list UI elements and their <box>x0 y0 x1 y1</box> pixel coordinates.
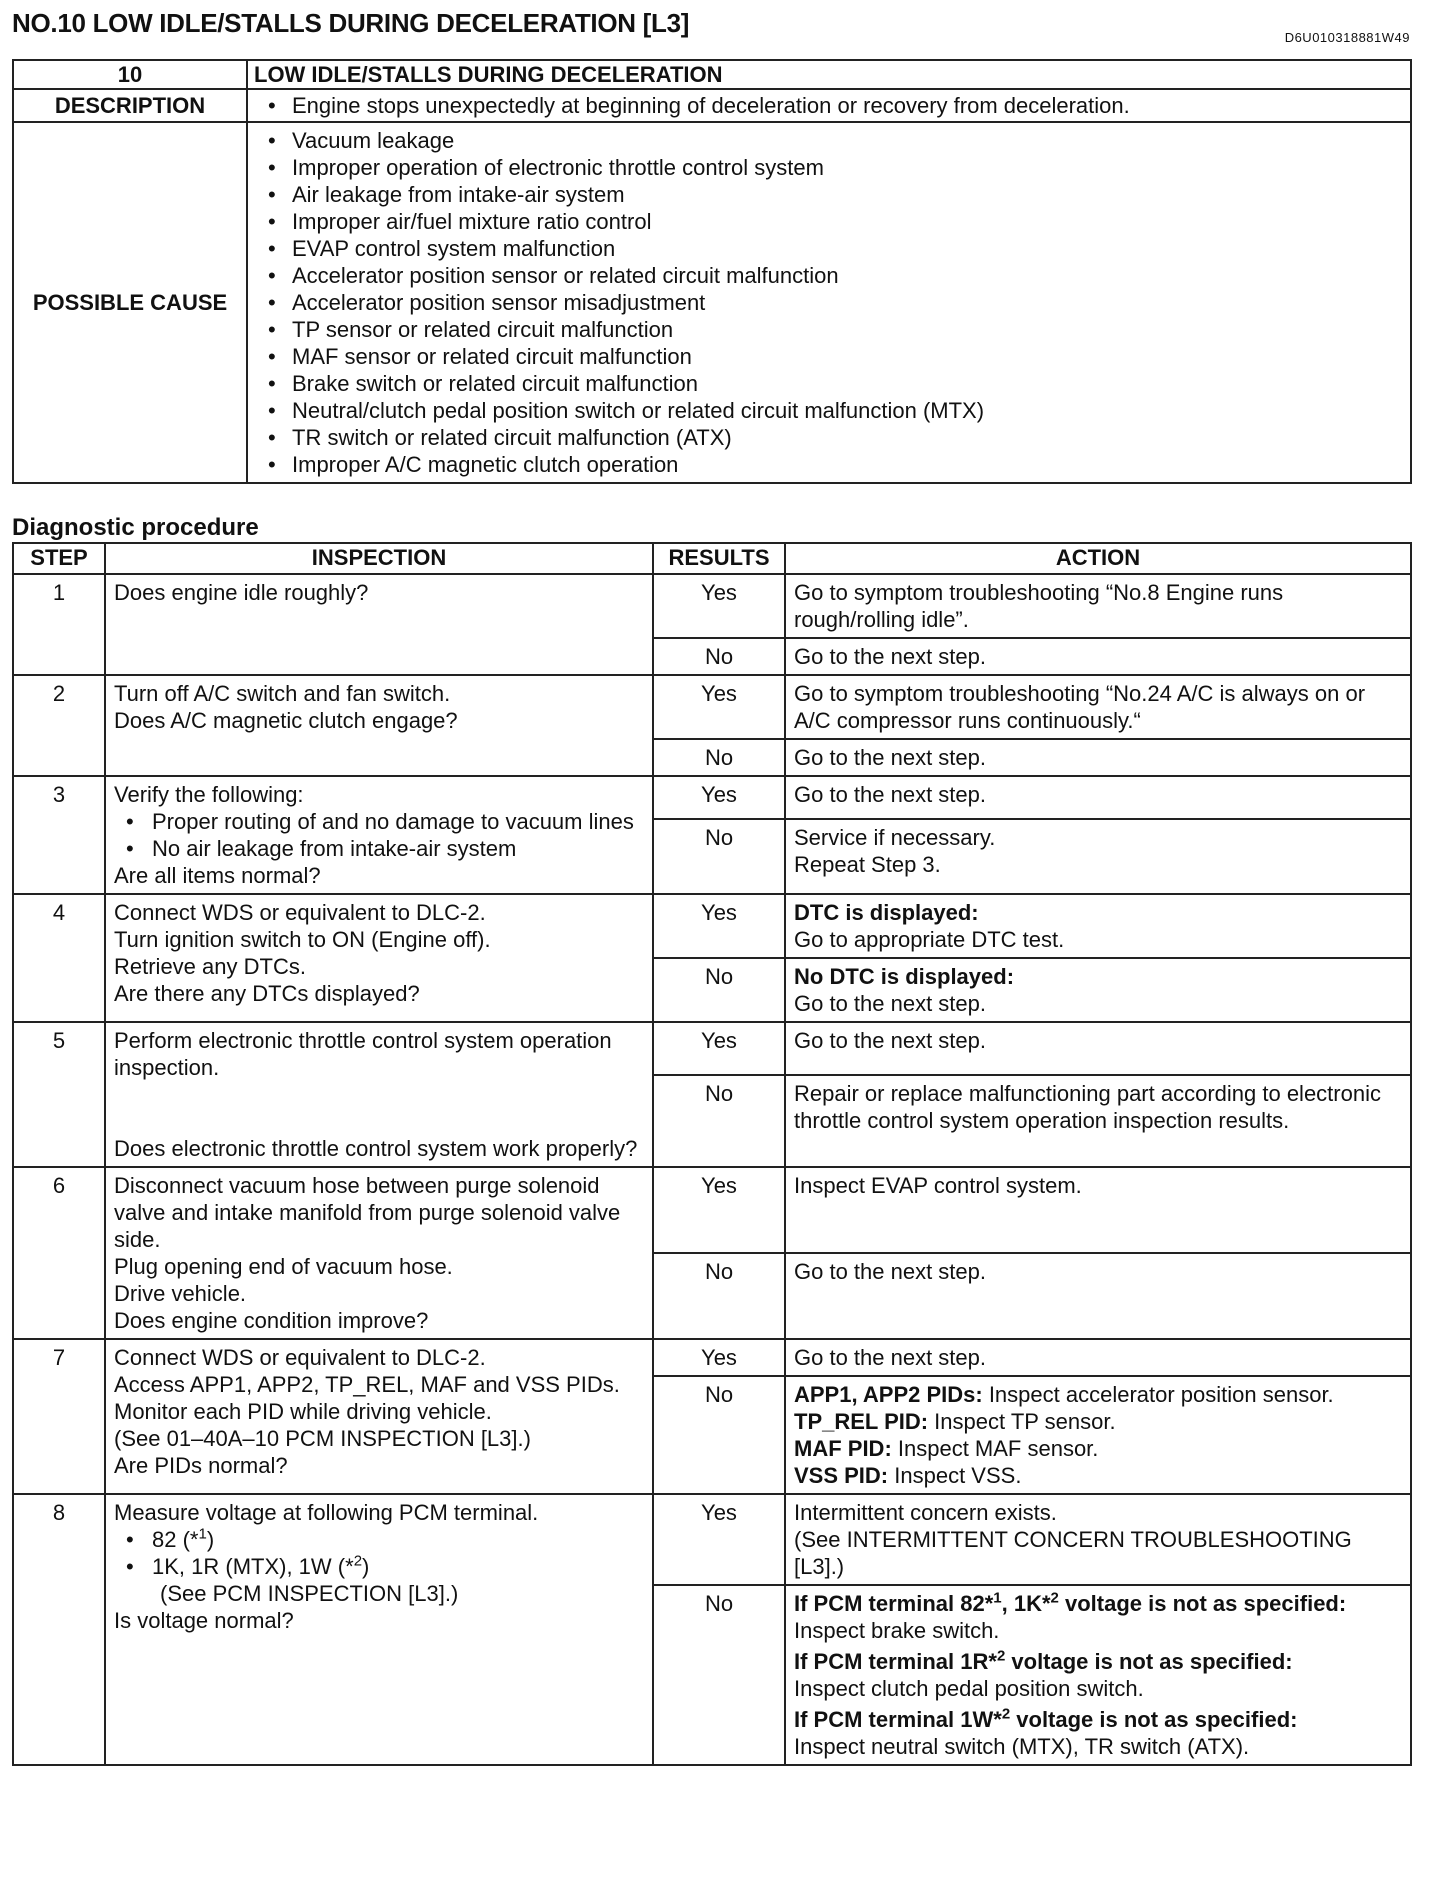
action-line: Go to the next step. <box>794 1345 987 1370</box>
step-number: 1 <box>13 574 105 675</box>
step-4-no-action <box>785 958 1411 1022</box>
description-row <box>13 89 1411 122</box>
cause-item: • Improper A/C magnetic clutch operation <box>254 451 1404 478</box>
pid-action: APP1, APP2 PIDs: Inspect accelerator position sensor. <box>794 1382 1334 1407</box>
step-8-yes-row <box>13 1494 1411 1585</box>
action-condition: If PCM terminal 1R*$^2$ voltage is not as specified: <box>794 1647 1293 1674</box>
step-6-yes-row <box>13 1167 1411 1253</box>
action-line: Intermittent concern exists. <box>794 1500 1057 1525</box>
step-1-yes-action <box>785 574 1411 638</box>
cause-item: • Improper operation of electronic throttle control system <box>254 154 1404 181</box>
inspection-line: (See 01–40A–10 PCM INSPECTION [L3].) <box>114 1426 531 1451</box>
step-number: 8 <box>13 1494 105 1765</box>
result-no: No <box>653 819 785 894</box>
result-yes: Yes <box>653 776 785 819</box>
result-yes: Yes <box>653 1022 785 1075</box>
action-line: Go to the next step. <box>794 1028 987 1053</box>
result-yes: Yes <box>653 1339 785 1376</box>
inspection-line: Does A/C magnetic clutch engage? <box>114 708 458 733</box>
inspection-line: Turn ignition switch to ON (Engine off). <box>114 927 491 952</box>
result-no: No <box>653 1376 785 1494</box>
action-line: Inspect neutral switch (MTX), TR switch (ATX). <box>794 1734 1250 1759</box>
overview-header-row <box>13 60 1411 89</box>
pid-action: TP_REL PID: Inspect TP sensor. <box>794 1409 1116 1434</box>
action-line: Inspect EVAP control system. <box>794 1173 1082 1198</box>
inspection-line: Verify the following: <box>114 782 304 807</box>
step-5-no-action <box>785 1075 1411 1167</box>
result-yes: Yes <box>653 1494 785 1585</box>
cause-item: • Brake switch or related circuit malfunction <box>254 370 1404 397</box>
inspection-line: Perform electronic throttle control system operation inspection. <box>114 1028 612 1080</box>
inspection-reference: (See PCM INSPECTION [L3].) <box>160 1581 459 1606</box>
step-7-yes-action <box>785 1339 1411 1376</box>
step-7-inspection <box>105 1339 653 1494</box>
step-number: 7 <box>13 1339 105 1494</box>
result-yes: Yes <box>653 574 785 638</box>
pid-action: MAF PID: Inspect MAF sensor. <box>794 1436 1099 1461</box>
cause-item: • Air leakage from intake-air system <box>254 181 1404 208</box>
cause-item: • Vacuum leakage <box>254 127 1404 154</box>
step-6-no-action <box>785 1253 1411 1339</box>
step-number: 2 <box>13 675 105 776</box>
action-line: Go to symptom troubleshooting “No.8 Engine runs rough/rolling idle”. <box>794 580 1284 632</box>
result-yes: Yes <box>653 894 785 958</box>
action-line: Go to the next step. <box>794 1259 987 1284</box>
step-3-inspection <box>105 776 653 894</box>
inspection-line: Is voltage normal? <box>114 1608 294 1633</box>
inspection-line: Connect WDS or equivalent to DLC-2. <box>114 900 486 925</box>
step-3-yes-row <box>13 776 1411 819</box>
action-condition: If PCM terminal 1W*$^2$ voltage is not as specified: <box>794 1705 1298 1732</box>
step-8-yes-action <box>785 1494 1411 1585</box>
inspection-bullet: • Proper routing of and no damage to vacuum lines <box>114 808 644 835</box>
step-3-no-action <box>785 819 1411 894</box>
step-1-no-action <box>785 638 1411 675</box>
page-title: NO.10 LOW IDLE/STALLS DURING DECELERATION [L3] <box>12 8 690 38</box>
step-number: 5 <box>13 1022 105 1167</box>
action-line: Service if necessary. <box>794 825 996 851</box>
document-code: D6U010318881W49 <box>1284 30 1410 45</box>
procedure-header-row <box>13 543 1411 574</box>
step-4-yes-action <box>785 894 1411 958</box>
inspection-line: Does engine condition improve? <box>114 1308 429 1333</box>
step-5-yes-action <box>785 1022 1411 1075</box>
step-1-yes-row <box>13 574 1411 638</box>
result-no: No <box>653 958 785 1022</box>
step-8-no-action <box>785 1585 1411 1765</box>
inspection-line: Measure voltage at following PCM terminal. <box>114 1500 539 1525</box>
pid-action: VSS PID: Inspect VSS. <box>794 1463 1022 1488</box>
step-number: 6 <box>13 1167 105 1339</box>
step-6-yes-action <box>785 1167 1411 1253</box>
inspection-line: Does electronic throttle control system work properly? <box>114 1136 638 1161</box>
inspection-bullet: • No air leakage from intake-air system <box>114 835 644 862</box>
inspection-line: Connect WDS or equivalent to DLC-2. <box>114 1345 486 1370</box>
step-5-yes-row <box>13 1022 1411 1075</box>
inspection-line: Monitor each PID while driving vehicle. <box>114 1399 492 1424</box>
step-2-no-action <box>785 739 1411 776</box>
inspection-line: Are there any DTCs displayed? <box>114 981 420 1006</box>
result-no: No <box>653 1075 785 1167</box>
result-yes: Yes <box>653 675 785 739</box>
inspection-line: Disconnect vacuum hose between purge solenoid valve and intake manifold from purge solenoid valve side. <box>114 1173 621 1252</box>
step-2-inspection <box>105 675 653 776</box>
inspection-line: Are PIDs normal? <box>114 1453 288 1478</box>
overview-table <box>12 59 1412 484</box>
action-condition: No DTC is displayed: <box>794 964 1015 989</box>
cause-item: • Accelerator position sensor misadjustment <box>254 289 1404 316</box>
action-line: Go to appropriate DTC test. <box>794 927 1065 952</box>
cause-item: • Improper air/fuel mixture ratio control <box>254 208 1404 235</box>
step-7-yes-row <box>13 1339 1411 1376</box>
cause-item: • TR switch or related circuit malfunction (ATX) <box>254 424 1404 451</box>
possible-cause-row <box>13 122 1411 483</box>
result-no: No <box>653 739 785 776</box>
inspection-line: Does engine idle roughly? <box>114 580 369 605</box>
action-header: ACTION <box>785 543 1411 574</box>
step-3-yes-action <box>785 776 1411 819</box>
inspection-header: INSPECTION <box>105 543 653 574</box>
cause-item: • Neutral/clutch pedal position switch or related circuit malfunction (MTX) <box>254 397 1404 424</box>
inspection-line: Plug opening end of vacuum hose. <box>114 1254 453 1279</box>
cause-item: • EVAP control system malfunction <box>254 235 1404 262</box>
cause-item: • Accelerator position sensor or related circuit malfunction <box>254 262 1404 289</box>
action-line: Inspect brake switch. <box>794 1618 1000 1643</box>
action-condition: DTC is displayed: <box>794 900 979 925</box>
step-4-yes-row <box>13 894 1411 958</box>
action-line: Go to the next step. <box>794 782 987 807</box>
inspection-line: Turn off A/C switch and fan switch. <box>114 681 451 706</box>
procedure-table <box>12 542 1412 1766</box>
symptom-number: 10 <box>13 60 247 89</box>
results-header: RESULTS <box>653 543 785 574</box>
inspection-line: Access APP1, APP2, TP_REL, MAF and VSS PIDs. <box>114 1372 620 1397</box>
step-1-inspection <box>105 574 653 675</box>
step-5-inspection <box>105 1022 653 1167</box>
step-8-inspection <box>105 1494 653 1765</box>
description-label: DESCRIPTION <box>13 89 247 122</box>
step-6-inspection <box>105 1167 653 1339</box>
result-no: No <box>653 1585 785 1765</box>
possible-cause-list <box>247 122 1411 483</box>
action-line: Go to the next step. <box>794 644 987 669</box>
action-line: Inspect clutch pedal position switch. <box>794 1676 1144 1701</box>
step-7-no-action <box>785 1376 1411 1494</box>
action-line: Repeat Step 3. <box>794 852 941 878</box>
possible-cause-label: POSSIBLE CAUSE <box>13 122 247 483</box>
section-title: Diagnostic procedure <box>12 514 259 541</box>
terminal-bullet: • 82 (*$^1$) <box>114 1526 644 1553</box>
action-line: Go to symptom troubleshooting “No.24 A/C is always on or A/C compressor runs continuously.“ <box>794 681 1366 733</box>
cause-item: • TP sensor or related circuit malfunction <box>254 316 1404 343</box>
action-line: Go to the next step. <box>794 991 987 1016</box>
result-no: No <box>653 1253 785 1339</box>
description-cell <box>247 89 1411 122</box>
action-line: Repair or replace malfunctioning part according to electronic throttle control system operation inspection results. <box>794 1081 1381 1134</box>
symptom-heading: LOW IDLE/STALLS DURING DECELERATION <box>247 60 1411 89</box>
step-number: 3 <box>13 776 105 894</box>
step-4-inspection <box>105 894 653 1022</box>
step-2-yes-action <box>785 675 1411 739</box>
description-text: • Engine stops unexpectedly at beginning of deceleration or recovery from deceleration. <box>254 92 1404 119</box>
step-number: 4 <box>13 894 105 1022</box>
step-2-yes-row <box>13 675 1411 739</box>
step-header: STEP <box>13 543 105 574</box>
terminal-bullet: • 1K, 1R (MTX), 1W (*$^2$) <box>114 1553 644 1580</box>
inspection-line: Drive vehicle. <box>114 1281 247 1306</box>
inspection-line: Retrieve any DTCs. <box>114 954 306 979</box>
action-line: Go to the next step. <box>794 745 987 770</box>
cause-item: • MAF sensor or related circuit malfunction <box>254 343 1404 370</box>
result-no: No <box>653 638 785 675</box>
inspection-line: Are all items normal? <box>114 863 321 888</box>
action-condition: If PCM terminal 82*$^1$, 1K*$^2$ voltage is not as specified: <box>794 1589 1347 1616</box>
action-line: (See INTERMITTENT CONCERN TROUBLESHOOTING [L3].) <box>794 1527 1352 1579</box>
result-yes: Yes <box>653 1167 785 1253</box>
